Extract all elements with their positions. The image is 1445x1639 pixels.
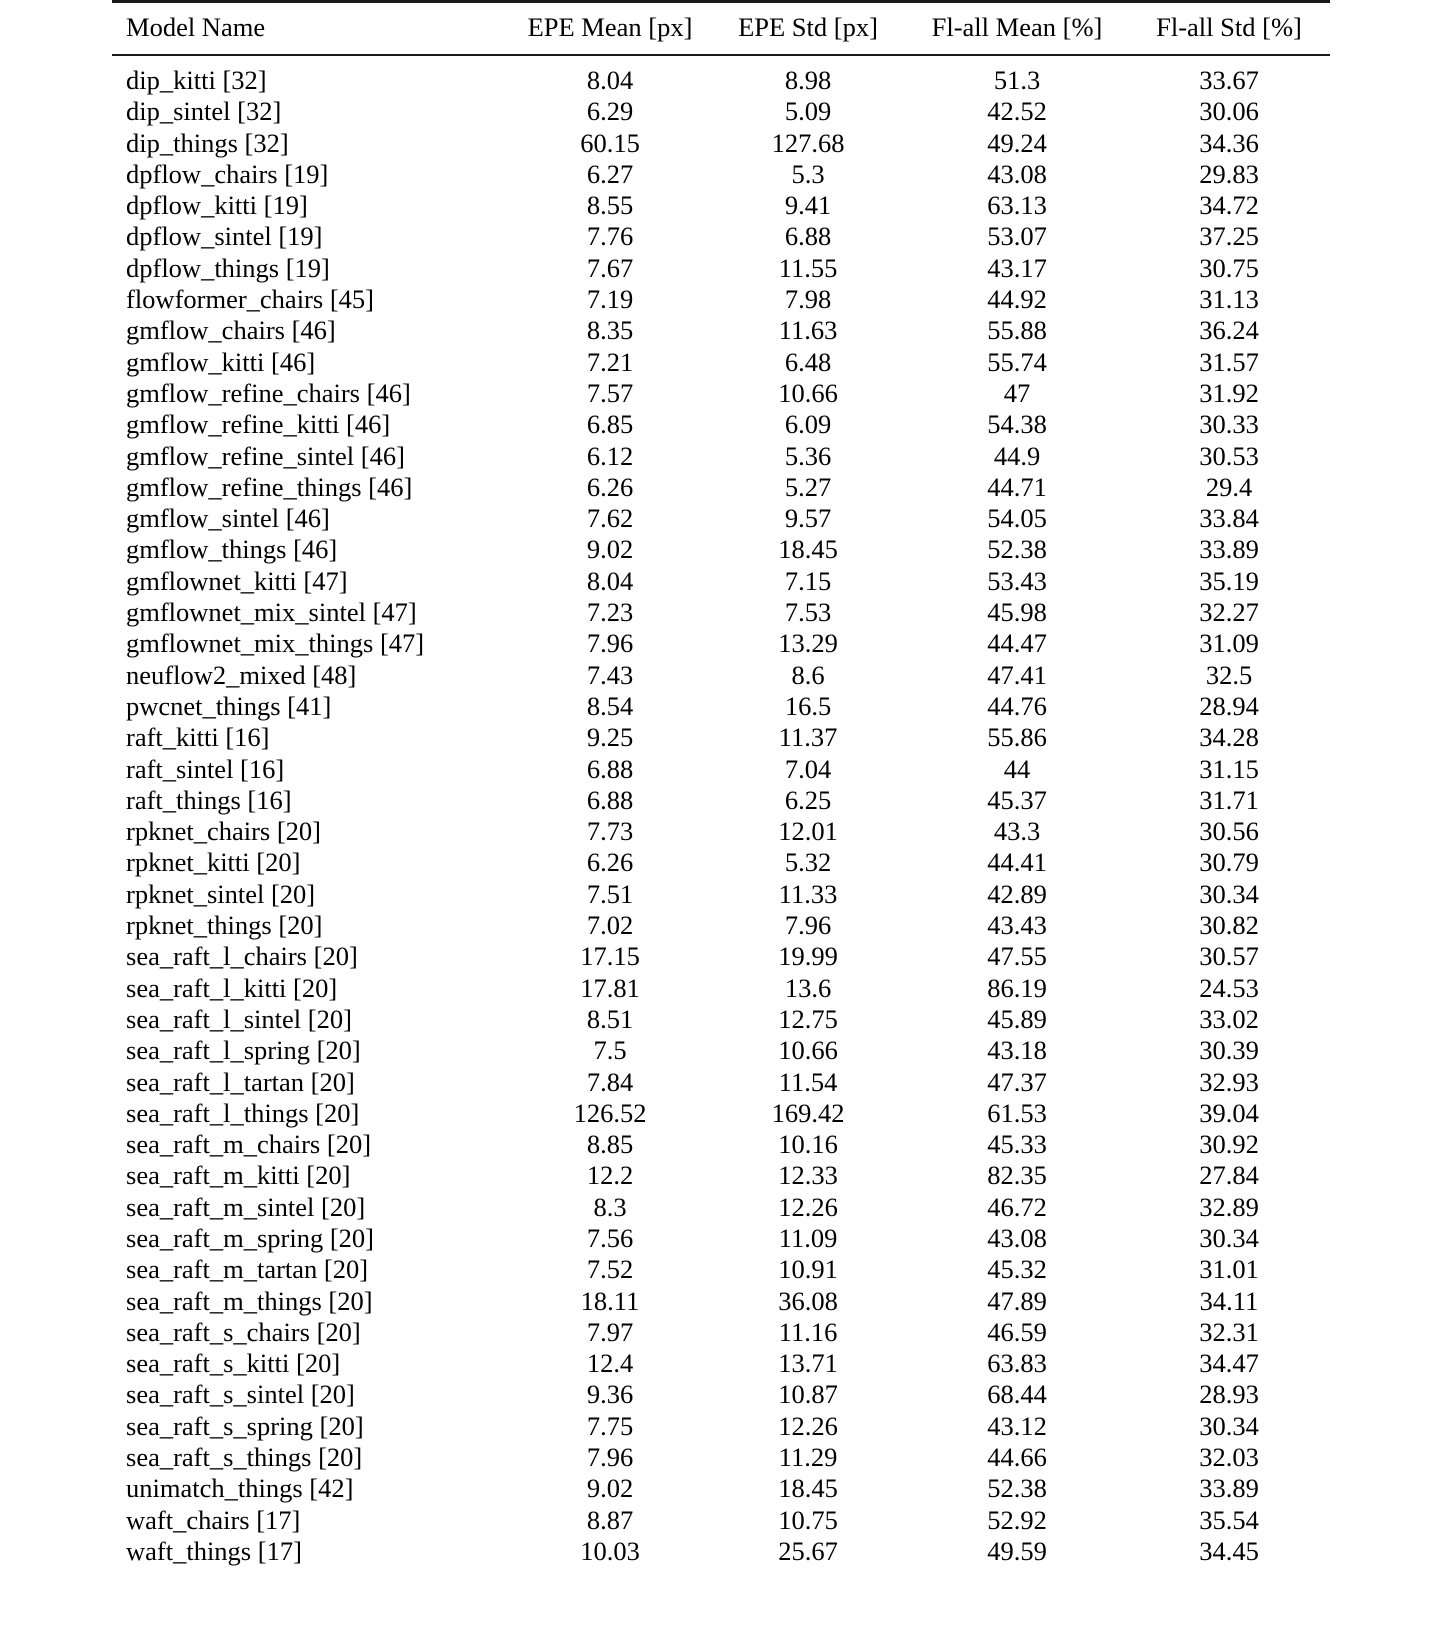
- cell-fl-all-std: 30.33: [1199, 409, 1259, 440]
- cell-epe-std: 12.01: [778, 816, 838, 847]
- cell-fl-all-std: 31.71: [1199, 784, 1259, 815]
- cell-model-name: sea_raft_s_things [20]: [126, 1442, 363, 1473]
- cell-fl-all-std: 34.36: [1199, 127, 1259, 158]
- cell-fl-all-std: 30.79: [1199, 847, 1259, 878]
- cell-epe-std: 12.75: [778, 1003, 838, 1034]
- table-row: [112, 691, 1330, 722]
- cell-model-name: sea_raft_s_chairs [20]: [126, 1316, 361, 1347]
- cell-model-name: gmflow_refine_chairs [46]: [126, 377, 411, 408]
- cell-fl-all-std: 33.84: [1199, 503, 1259, 534]
- cell-fl-all-mean: 52.38: [987, 534, 1047, 565]
- cell-fl-all-mean: 55.88: [987, 315, 1047, 346]
- table-row: [112, 347, 1330, 378]
- cell-fl-all-mean: 47.89: [987, 1285, 1047, 1316]
- cell-epe-mean: 7.96: [586, 628, 634, 659]
- cell-fl-all-mean: 52.38: [987, 1473, 1047, 1504]
- cell-epe-mean: 7.23: [586, 597, 634, 628]
- cell-epe-std: 10.66: [778, 377, 838, 408]
- cell-fl-all-mean: 44.92: [987, 284, 1047, 315]
- cell-fl-all-mean: 45.89: [987, 1003, 1047, 1034]
- cell-model-name: gmflow_chairs [46]: [126, 315, 336, 346]
- cell-epe-mean: 6.27: [586, 158, 634, 189]
- cell-fl-all-std: 31.57: [1199, 346, 1259, 377]
- table-row: [112, 1317, 1330, 1348]
- cell-epe-std: 18.45: [778, 534, 838, 565]
- cell-model-name: rpknet_sintel [20]: [126, 878, 316, 909]
- cell-epe-mean: 7.96: [586, 1442, 634, 1473]
- cell-epe-std: 12.33: [778, 1160, 838, 1191]
- cell-epe-std: 13.29: [778, 628, 838, 659]
- cell-model-name: raft_kitti [16]: [126, 722, 270, 753]
- cell-epe-mean: 6.88: [586, 784, 634, 815]
- cell-fl-all-mean: 43.18: [987, 1035, 1047, 1066]
- cell-fl-all-std: 30.75: [1199, 252, 1259, 283]
- cell-fl-all-std: 28.94: [1199, 690, 1259, 721]
- cell-epe-mean: 7.51: [586, 878, 634, 909]
- cell-epe-mean: 9.02: [586, 1473, 634, 1504]
- cell-epe-std: 9.41: [784, 190, 832, 221]
- cell-fl-all-std: 37.25: [1199, 221, 1259, 252]
- table-row: [112, 722, 1330, 753]
- cell-fl-all-std: 30.34: [1199, 1410, 1259, 1441]
- cell-epe-std: 19.99: [778, 941, 838, 972]
- cell-fl-all-std: 30.34: [1199, 1222, 1259, 1253]
- cell-epe-std: 9.57: [784, 503, 832, 534]
- cell-fl-all-std: 34.11: [1199, 1285, 1259, 1316]
- cell-epe-mean: 6.85: [586, 409, 634, 440]
- table-row: [112, 879, 1330, 910]
- cell-fl-all-mean: 44.76: [987, 690, 1047, 721]
- table-row: [112, 1129, 1330, 1160]
- cell-model-name: dip_sintel [32]: [126, 96, 282, 127]
- table-row: [112, 56, 1330, 96]
- cell-fl-all-mean: 63.83: [987, 1348, 1047, 1379]
- cell-epe-mean: 7.62: [586, 503, 634, 534]
- cell-fl-all-std: 32.5: [1205, 659, 1253, 690]
- column-header-model-name: Model Name: [126, 12, 266, 42]
- cell-model-name: gmflow_sintel [46]: [126, 503, 330, 534]
- cell-fl-all-mean: 42.52: [987, 96, 1047, 127]
- cell-epe-std: 7.04: [784, 753, 832, 784]
- cell-model-name: waft_things [17]: [126, 1535, 302, 1566]
- table-row: [112, 1536, 1330, 1567]
- cell-fl-all-std: 32.89: [1199, 1191, 1259, 1222]
- cell-fl-all-std: 32.31: [1199, 1316, 1259, 1347]
- cell-epe-mean: 7.21: [586, 346, 634, 377]
- cell-epe-mean: 12.2: [586, 1160, 634, 1191]
- cell-epe-std: 6.48: [784, 346, 832, 377]
- cell-epe-mean: 9.25: [586, 722, 634, 753]
- table-row: [112, 597, 1330, 628]
- cell-epe-std: 8.98: [784, 65, 832, 95]
- table-row: [112, 1223, 1330, 1254]
- cell-fl-all-mean: 68.44: [987, 1379, 1047, 1410]
- cell-fl-all-std: 32.03: [1199, 1442, 1259, 1473]
- cell-fl-all-mean: 44.66: [987, 1442, 1047, 1473]
- cell-epe-std: 7.96: [784, 910, 832, 941]
- cell-model-name: raft_sintel [16]: [126, 753, 285, 784]
- cell-epe-std: 12.26: [778, 1191, 838, 1222]
- cell-fl-all-std: 30.53: [1199, 440, 1259, 471]
- table-header: [112, 2, 1330, 57]
- table-row: [112, 1286, 1330, 1317]
- table-row: [112, 253, 1330, 284]
- table-row: [112, 973, 1330, 1004]
- cell-fl-all-std: 31.92: [1199, 377, 1259, 408]
- cell-epe-mean: 17.81: [580, 972, 640, 1003]
- cell-fl-all-std: 24.53: [1199, 972, 1259, 1003]
- cell-model-name: dip_kitti [32]: [126, 65, 267, 95]
- cell-epe-std: 169.42: [771, 1097, 845, 1128]
- cell-fl-all-std: 31.13: [1199, 284, 1259, 315]
- cell-epe-mean: 6.12: [586, 440, 634, 471]
- cell-fl-all-std: 33.89: [1199, 534, 1259, 565]
- cell-fl-all-std: 39.04: [1199, 1097, 1259, 1128]
- cell-fl-all-std: 32.27: [1199, 597, 1259, 628]
- cell-fl-all-std: 31.15: [1199, 753, 1259, 784]
- results-table-container: [112, 0, 1330, 1567]
- table-row: [112, 1411, 1330, 1442]
- cell-epe-mean: 7.02: [586, 910, 634, 941]
- cell-epe-std: 36.08: [778, 1285, 838, 1316]
- cell-epe-mean: 7.97: [586, 1316, 634, 1347]
- table-row: [112, 1473, 1330, 1504]
- cell-fl-all-mean: 43.17: [987, 252, 1047, 283]
- cell-epe-std: 6.25: [784, 784, 832, 815]
- cell-model-name: pwcnet_things [41]: [126, 690, 332, 721]
- cell-model-name: sea_raft_m_sintel [20]: [126, 1191, 366, 1222]
- cell-epe-std: 6.09: [784, 409, 832, 440]
- table-row: [112, 816, 1330, 847]
- table-row: [112, 96, 1330, 127]
- table-row: [112, 1442, 1330, 1473]
- cell-fl-all-std: 30.06: [1199, 96, 1259, 127]
- cell-epe-std: 10.91: [778, 1254, 838, 1285]
- cell-model-name: sea_raft_s_spring [20]: [126, 1410, 364, 1441]
- table-row: [112, 1505, 1330, 1536]
- table-row: [112, 1004, 1330, 1035]
- cell-fl-all-mean: 47.37: [987, 1066, 1047, 1097]
- cell-model-name: sea_raft_m_tartan [20]: [126, 1254, 369, 1285]
- cell-epe-std: 6.88: [784, 221, 832, 252]
- cell-model-name: sea_raft_l_sintel [20]: [126, 1003, 352, 1034]
- table-row: [112, 1160, 1330, 1191]
- table-row: [112, 441, 1330, 472]
- cell-fl-all-std: 33.02: [1199, 1003, 1259, 1034]
- cell-epe-std: 11.55: [778, 252, 838, 283]
- table-row: [112, 1192, 1330, 1223]
- table-row: [112, 1254, 1330, 1285]
- column-header-epe-std: EPE Std [px]: [738, 12, 878, 42]
- table-row: [112, 472, 1330, 503]
- cell-epe-mean: 12.4: [586, 1348, 634, 1379]
- cell-epe-std: 10.16: [778, 1129, 838, 1160]
- cell-fl-all-mean: 49.59: [987, 1535, 1047, 1566]
- cell-model-name: dpflow_sintel [19]: [126, 221, 323, 252]
- cell-model-name: sea_raft_s_sintel [20]: [126, 1379, 355, 1410]
- cell-fl-all-std: 30.39: [1199, 1035, 1259, 1066]
- cell-epe-std: 10.75: [778, 1504, 838, 1535]
- cell-model-name: gmflownet_kitti [47]: [126, 565, 348, 596]
- cell-epe-mean: 60.15: [580, 127, 640, 158]
- table-row: [112, 378, 1330, 409]
- cell-model-name: sea_raft_l_tartan [20]: [126, 1066, 355, 1097]
- cell-epe-std: 5.3: [791, 158, 825, 189]
- cell-model-name: gmflownet_mix_sintel [47]: [126, 597, 417, 628]
- table-row: [112, 628, 1330, 659]
- cell-epe-mean: 6.29: [586, 96, 634, 127]
- cell-epe-mean: 7.76: [586, 221, 634, 252]
- cell-epe-mean: 6.26: [586, 471, 634, 502]
- cell-fl-all-mean: 54.05: [987, 503, 1047, 534]
- cell-fl-all-mean: 44: [1003, 753, 1031, 784]
- cell-model-name: gmflow_refine_kitti [46]: [126, 409, 391, 440]
- table-body: [112, 56, 1330, 1567]
- cell-fl-all-mean: 45.98: [987, 597, 1047, 628]
- cell-fl-all-mean: 44.9: [993, 440, 1041, 471]
- header-row: [112, 3, 1330, 55]
- cell-fl-all-mean: 54.38: [987, 409, 1047, 440]
- cell-epe-mean: 9.02: [586, 534, 634, 565]
- cell-epe-mean: 7.5: [593, 1035, 627, 1066]
- cell-epe-std: 8.6: [791, 659, 825, 690]
- cell-fl-all-mean: 61.53: [987, 1097, 1047, 1128]
- cell-model-name: sea_raft_m_things [20]: [126, 1285, 373, 1316]
- cell-model-name: sea_raft_l_spring [20]: [126, 1035, 361, 1066]
- cell-model-name: rpknet_chairs [20]: [126, 816, 321, 847]
- table-row: [112, 159, 1330, 190]
- cell-epe-std: 5.32: [784, 847, 832, 878]
- cell-model-name: sea_raft_l_things [20]: [126, 1097, 360, 1128]
- cell-fl-all-std: 30.57: [1199, 941, 1259, 972]
- cell-fl-all-std: 35.54: [1199, 1504, 1259, 1535]
- cell-fl-all-mean: 47.41: [987, 659, 1047, 690]
- cell-fl-all-std: 34.45: [1199, 1535, 1259, 1566]
- table-row: [112, 1035, 1330, 1066]
- cell-epe-mean: 8.3: [593, 1191, 627, 1222]
- cell-model-name: raft_things [16]: [126, 784, 292, 815]
- cell-epe-mean: 8.54: [586, 690, 634, 721]
- cell-epe-std: 7.53: [784, 597, 832, 628]
- cell-model-name: neuflow2_mixed [48]: [126, 659, 357, 690]
- table-row: [112, 566, 1330, 597]
- cell-epe-std: 127.68: [771, 127, 845, 158]
- cell-epe-std: 5.36: [784, 440, 832, 471]
- table-row: [112, 1348, 1330, 1379]
- cell-model-name: flowformer_chairs [45]: [126, 284, 374, 315]
- cell-fl-all-mean: 47: [1003, 377, 1031, 408]
- cell-model-name: dpflow_kitti [19]: [126, 190, 308, 221]
- cell-fl-all-std: 34.72: [1199, 190, 1259, 221]
- cell-epe-mean: 10.03: [580, 1535, 640, 1566]
- cell-fl-all-mean: 53.43: [987, 565, 1047, 596]
- cell-epe-std: 5.27: [784, 471, 832, 502]
- cell-epe-mean: 8.04: [586, 65, 634, 95]
- cell-fl-all-std: 36.24: [1199, 315, 1259, 346]
- cell-epe-std: 7.15: [784, 565, 832, 596]
- cell-model-name: gmflownet_mix_things [47]: [126, 628, 425, 659]
- cell-epe-mean: 18.11: [580, 1285, 640, 1316]
- table-row: [112, 847, 1330, 878]
- cell-fl-all-std: 30.82: [1199, 910, 1259, 941]
- cell-fl-all-mean: 82.35: [987, 1160, 1047, 1191]
- cell-fl-all-std: 31.01: [1199, 1254, 1259, 1285]
- cell-fl-all-std: 32.93: [1199, 1066, 1259, 1097]
- cell-fl-all-mean: 43.12: [987, 1410, 1047, 1441]
- cell-epe-mean: 7.75: [586, 1410, 634, 1441]
- cell-model-name: waft_chairs [17]: [126, 1504, 301, 1535]
- table-row: [112, 190, 1330, 221]
- cell-fl-all-std: 30.56: [1199, 816, 1259, 847]
- table-row: [112, 315, 1330, 346]
- cell-model-name: unimatch_things [42]: [126, 1473, 354, 1504]
- table-row: [112, 660, 1330, 691]
- cell-epe-std: 13.6: [784, 972, 832, 1003]
- cell-fl-all-mean: 47.55: [987, 941, 1047, 972]
- table-row: [112, 1098, 1330, 1129]
- table-row: [112, 534, 1330, 565]
- cell-fl-all-mean: 63.13: [987, 190, 1047, 221]
- cell-epe-mean: 7.43: [586, 659, 634, 690]
- cell-model-name: sea_raft_l_kitti [20]: [126, 972, 338, 1003]
- cell-model-name: rpknet_things [20]: [126, 910, 323, 941]
- cell-fl-all-mean: 44.71: [987, 471, 1047, 502]
- cell-epe-std: 10.66: [778, 1035, 838, 1066]
- cell-fl-all-std: 29.83: [1199, 158, 1259, 189]
- cell-fl-all-mean: 55.86: [987, 722, 1047, 753]
- cell-model-name: sea_raft_m_kitti [20]: [126, 1160, 351, 1191]
- table-row: [112, 221, 1330, 252]
- cell-model-name: gmflow_refine_sintel [46]: [126, 440, 405, 471]
- cell-model-name: gmflow_things [46]: [126, 534, 338, 565]
- cell-epe-mean: 6.26: [586, 847, 634, 878]
- cell-epe-mean: 8.51: [586, 1003, 634, 1034]
- cell-model-name: dpflow_things [19]: [126, 252, 330, 283]
- cell-model-name: sea_raft_m_chairs [20]: [126, 1129, 372, 1160]
- cell-fl-all-std: 35.19: [1199, 565, 1259, 596]
- cell-fl-all-mean: 43.08: [987, 1222, 1047, 1253]
- cell-epe-mean: 8.04: [586, 565, 634, 596]
- cell-fl-all-mean: 43.08: [987, 158, 1047, 189]
- cell-epe-mean: 7.73: [586, 816, 634, 847]
- cell-epe-mean: 7.56: [586, 1222, 634, 1253]
- cell-epe-mean: 8.35: [586, 315, 634, 346]
- cell-epe-mean: 8.55: [586, 190, 634, 221]
- cell-epe-std: 11.33: [778, 878, 838, 909]
- table-row: [112, 284, 1330, 315]
- cell-model-name: rpknet_kitti [20]: [126, 847, 301, 878]
- cell-epe-mean: 7.52: [586, 1254, 634, 1285]
- cell-fl-all-std: 33.67: [1199, 65, 1259, 95]
- cell-fl-all-std: 30.92: [1199, 1129, 1259, 1160]
- cell-fl-all-std: 34.47: [1199, 1348, 1259, 1379]
- cell-fl-all-mean: 44.41: [987, 847, 1047, 878]
- cell-epe-std: 11.63: [778, 315, 838, 346]
- cell-epe-mean: 7.57: [586, 377, 634, 408]
- table-row: [112, 910, 1330, 941]
- cell-fl-all-mean: 43.3: [993, 816, 1041, 847]
- cell-fl-all-mean: 51.3: [993, 65, 1041, 95]
- cell-fl-all-mean: 52.92: [987, 1504, 1047, 1535]
- column-header-fl-all-mean: Fl-all Mean [%]: [931, 12, 1103, 42]
- cell-epe-std: 16.5: [784, 690, 832, 721]
- cell-fl-all-std: 28.93: [1199, 1379, 1259, 1410]
- table-row: [112, 128, 1330, 159]
- cell-epe-mean: 8.85: [586, 1129, 634, 1160]
- table-row: [112, 1067, 1330, 1098]
- table-row: [112, 503, 1330, 534]
- cell-fl-all-mean: 86.19: [987, 972, 1047, 1003]
- cell-epe-std: 12.26: [778, 1410, 838, 1441]
- cell-fl-all-std: 30.34: [1199, 878, 1259, 909]
- cell-fl-all-mean: 55.74: [987, 346, 1047, 377]
- table-row: [112, 941, 1330, 972]
- cell-fl-all-std: 34.28: [1199, 722, 1259, 753]
- cell-epe-mean: 7.84: [586, 1066, 634, 1097]
- cell-model-name: gmflow_refine_things [46]: [126, 471, 413, 502]
- cell-epe-std: 7.98: [784, 284, 832, 315]
- cell-fl-all-mean: 45.32: [987, 1254, 1047, 1285]
- cell-fl-all-std: 27.84: [1199, 1160, 1259, 1191]
- cell-epe-std: 11.37: [778, 722, 838, 753]
- table-row: [112, 785, 1330, 816]
- cell-epe-mean: 7.19: [586, 284, 634, 315]
- cell-epe-mean: 7.67: [586, 252, 634, 283]
- cell-epe-mean: 126.52: [573, 1097, 647, 1128]
- cell-fl-all-mean: 44.47: [987, 628, 1047, 659]
- cell-fl-all-mean: 45.37: [987, 784, 1047, 815]
- cell-epe-std: 11.09: [778, 1222, 838, 1253]
- cell-model-name: dip_things [32]: [126, 127, 289, 158]
- cell-epe-mean: 17.15: [580, 941, 640, 972]
- table-row: [112, 409, 1330, 440]
- cell-epe-std: 25.67: [778, 1535, 838, 1566]
- cell-fl-all-mean: 46.59: [987, 1316, 1047, 1347]
- cell-fl-all-std: 31.09: [1199, 628, 1259, 659]
- cell-epe-mean: 6.88: [586, 753, 634, 784]
- cell-fl-all-std: 33.89: [1199, 1473, 1259, 1504]
- cell-model-name: sea_raft_s_kitti [20]: [126, 1348, 341, 1379]
- cell-epe-std: 10.87: [778, 1379, 838, 1410]
- cell-model-name: sea_raft_m_spring [20]: [126, 1222, 374, 1253]
- table-row: [112, 754, 1330, 785]
- results-table: [112, 0, 1330, 1567]
- cell-model-name: gmflow_kitti [46]: [126, 346, 316, 377]
- cell-fl-all-mean: 42.89: [987, 878, 1047, 909]
- cell-fl-all-mean: 49.24: [987, 127, 1047, 158]
- cell-epe-std: 11.16: [778, 1316, 838, 1347]
- cell-model-name: sea_raft_l_chairs [20]: [126, 941, 358, 972]
- cell-fl-all-mean: 45.33: [987, 1129, 1047, 1160]
- cell-fl-all-mean: 43.43: [987, 910, 1047, 941]
- cell-epe-std: 11.29: [778, 1442, 838, 1473]
- cell-fl-all-std: 29.4: [1205, 471, 1253, 502]
- cell-fl-all-mean: 46.72: [987, 1191, 1047, 1222]
- cell-fl-all-mean: 53.07: [987, 221, 1047, 252]
- column-header-fl-all-std: Fl-all Std [%]: [1156, 12, 1302, 42]
- cell-epe-mean: 9.36: [586, 1379, 634, 1410]
- cell-epe-std: 11.54: [778, 1066, 838, 1097]
- cell-epe-std: 18.45: [778, 1473, 838, 1504]
- cell-model-name: dpflow_chairs [19]: [126, 158, 329, 189]
- column-header-epe-mean: EPE Mean [px]: [527, 12, 693, 42]
- cell-epe-mean: 8.87: [586, 1504, 634, 1535]
- cell-epe-std: 13.71: [778, 1348, 838, 1379]
- table-row: [112, 1379, 1330, 1410]
- cell-epe-std: 5.09: [784, 96, 832, 127]
